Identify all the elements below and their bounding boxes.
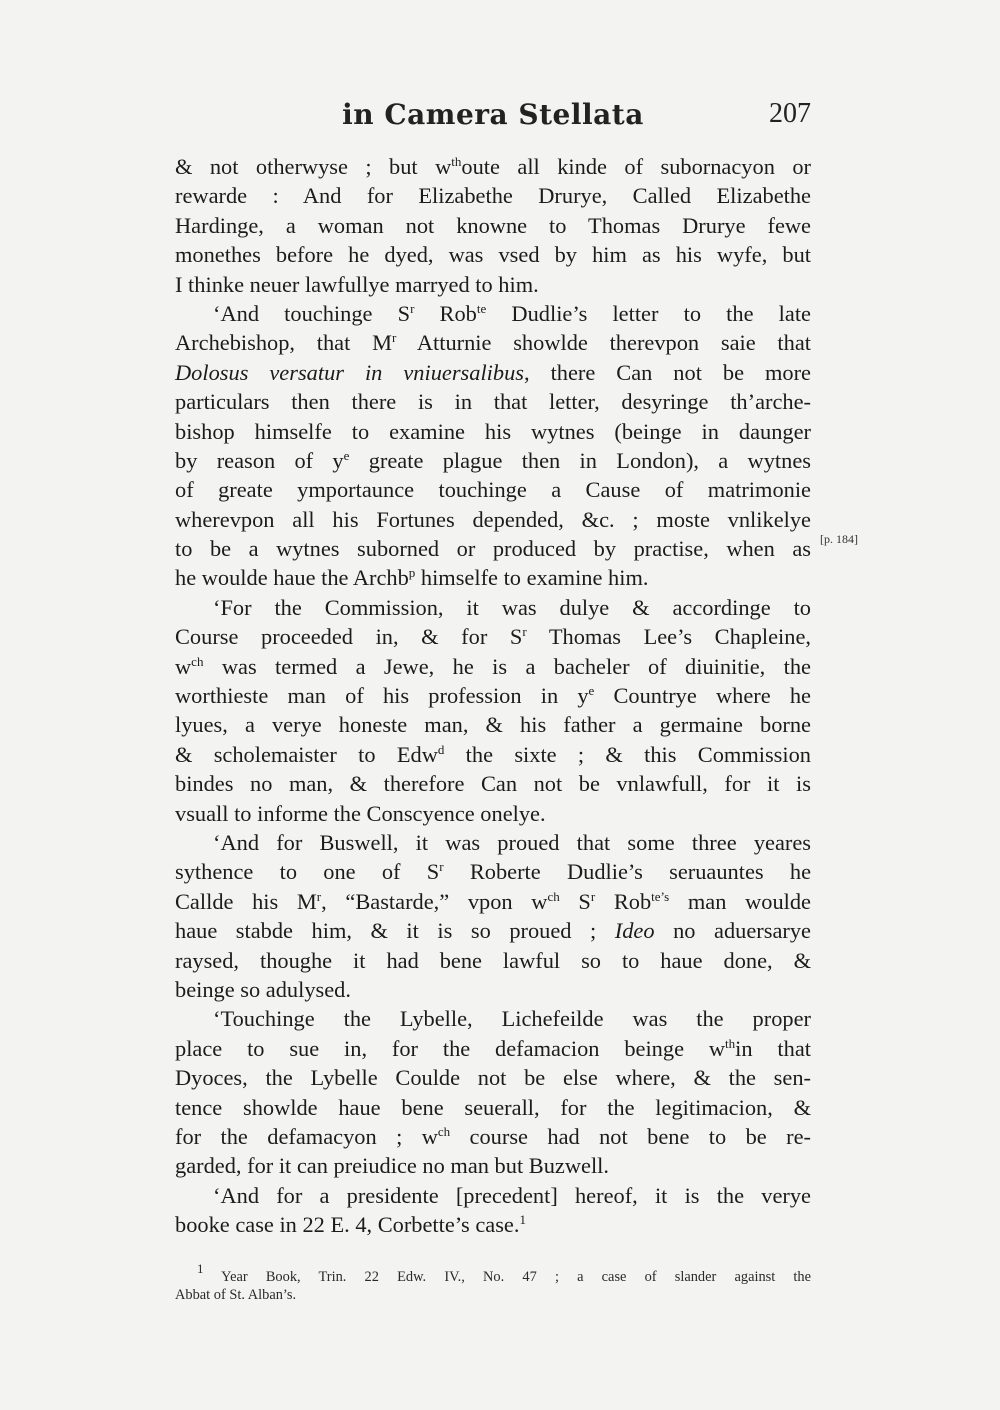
text-line: wherevpon all his Fortunes depended, &c. ; moste vnlikelye bbox=[175, 506, 811, 532]
paragraph bbox=[175, 593, 811, 828]
text-line: of greate ymportaunce touchinge a Cause of matrimonie bbox=[175, 477, 811, 503]
text-line: place to sue in, for the defamacion beinge $w^{th}in$ that bbox=[175, 1035, 811, 1061]
text-line: bishop himselfe to examine his wytnes (beinge in daunger bbox=[175, 418, 811, 444]
text-line: Archebishop, that $M^r$ Atturnie showlde therevpon saie that bbox=[175, 330, 811, 356]
text-line: particulars then there is in that letter, desyringe th’arche- bbox=[175, 389, 811, 415]
text-line: sythence to one of $S^r$ Roberte Dudlie’s seruauntes he bbox=[175, 859, 812, 885]
margin-page-reference: [p. 184] bbox=[820, 532, 858, 546]
text-line: & scholemaister to Edw$^d$ the sixte ; & this Commission bbox=[175, 741, 811, 767]
text-line: Callde his $M^r$, “Bastarde,” vpon $w^{ch}$ $S^r$ Rob$^{te’s}$ man woulde bbox=[175, 888, 811, 914]
text-line: rewarde : And for Elizabethe Drurye, Called Elizabethe bbox=[175, 183, 811, 209]
text-line: booke case in 22 E. 4, Corbette’s case.$^1$ bbox=[175, 1212, 526, 1238]
text-line: bindes no man, & therefore Can not be vnlawfull, for it is bbox=[175, 771, 811, 797]
paragraph bbox=[175, 1004, 811, 1180]
text-line: to be a wytnes suborned or produced by practise, when as bbox=[175, 536, 811, 562]
text-line: monethes before he dyed, was vsed by him as his wyfe, but bbox=[175, 242, 811, 268]
paragraph bbox=[175, 1181, 811, 1240]
text-line: haue stabde him, & it is so proued ; Ideo no aduersarye bbox=[175, 918, 811, 944]
paragraph bbox=[175, 299, 811, 593]
page-header bbox=[175, 92, 811, 140]
text-line: ‘For the Commission, it was dulye & accordinge to bbox=[213, 594, 811, 620]
text-line: lyues, a verye honeste man, & his father a germaine borne bbox=[175, 712, 811, 738]
running-title: in Camera Stellata bbox=[342, 98, 644, 131]
text-line: $w^{ch}$ was termed a Jewe, he is a bacheler of diuinitie, the bbox=[175, 653, 811, 679]
text-line: raysed, thoughe it had bene lawful so to haue done, & bbox=[175, 947, 811, 973]
text-line: Dolosus versatur in vniuersalibus, there Can not be more bbox=[175, 359, 811, 385]
text-line: worthieste man of his profession in $y^e$ Countrye where he bbox=[175, 683, 811, 709]
text-line: ‘And for a presidente [precedent] hereof, it is the verye bbox=[213, 1182, 811, 1208]
text-line: Dyoces, the Lybelle Coulde not be else where, & the sen- bbox=[175, 1065, 811, 1091]
page-number: 207 bbox=[769, 98, 811, 129]
paragraph bbox=[175, 828, 811, 1004]
text-line: beinge so adulysed. bbox=[175, 976, 351, 1002]
text-line: ‘Touchinge the Lybelle, Lichefeilde was the proper bbox=[213, 1006, 811, 1032]
text-line: vsuall to informe the Conscyence onelye. bbox=[175, 800, 546, 826]
text-line: Course proceeded in, & for $S^r$ Thomas Lee’s Chapleine, bbox=[175, 624, 812, 650]
text-line: tence showlde haue bene seuerall, for the legitimacion, & bbox=[175, 1094, 811, 1120]
text-line: Hardinge, a woman not knowne to Thomas Drurye fewe bbox=[175, 212, 811, 238]
body-text bbox=[175, 152, 811, 1239]
text-line: I thinke neuer lawfullye marryed to him. bbox=[175, 271, 539, 297]
footnote bbox=[175, 1261, 811, 1304]
text-line: he woulde haue the Archb$^p$ himselfe to examine him. bbox=[175, 565, 649, 591]
text-line: by reason of $y^e$ greate plague then in London), a wytnes bbox=[175, 447, 811, 473]
footnote-line: $^1$ Year Book, Trin. 22 Edw. IV., No. 47 ; a case of slander against the bbox=[197, 1261, 811, 1285]
paragraph bbox=[175, 152, 811, 299]
footnote-line: Abbat of St. Alban’s. bbox=[175, 1287, 297, 1303]
text-line: ‘And touchinge $S^r$ Rob$^{te}$ Dudlie’s letter to the late bbox=[213, 300, 811, 326]
text-line: ‘And for Buswell, it was proued that some three yeares bbox=[213, 829, 811, 855]
text-line: & not otherwyse ; but $w^{th}oute$ all kinde of subornacyon or bbox=[175, 154, 811, 179]
text-line: garded, for it can preiudice no man but Buzwell. bbox=[175, 1153, 609, 1179]
text-line: for the defamacyon ; $w^{ch}$ course had not bene to be re- bbox=[175, 1123, 811, 1149]
